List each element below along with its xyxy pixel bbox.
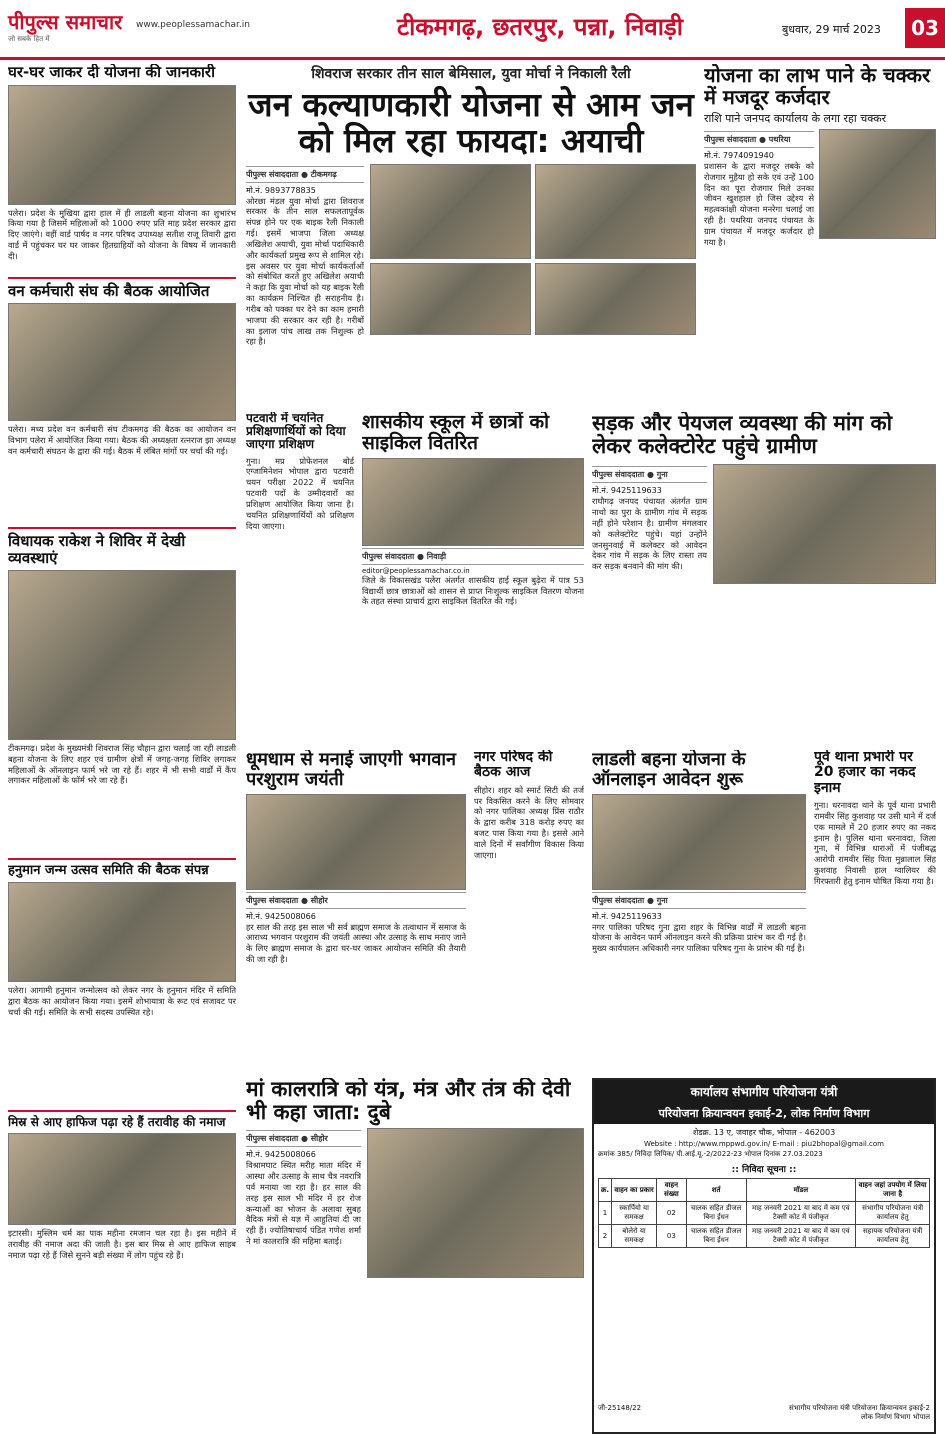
b1-story	[246, 750, 466, 1070]
rc2-body: गुना। धरनावदा थाने के पूर्व थाना प्रभारी रामवीर सिंह कुशवाह पर उसी थाने में दर्ज एक मामले में 20 हजार रुपए का नकद इनाम है। पुलिस थाना धरनावदा, जिला गुना, में विभिन्न धाराओं में पंजीबद्ध आरोपी रामवीर सिंह पिता मुन्नालाल सिंह कुशवाह निवासी हाल ग्वालियर की गिरफ्तारी हेतु इनाम घोषित किया गया है।	[814, 800, 936, 886]
lead-photo-4	[535, 263, 696, 335]
b4-photo	[367, 1128, 584, 1278]
m2-title: शासकीय स्कूल में छात्रों को साइकिल वितरित	[362, 412, 550, 454]
newspaper-logo: पीपुल्स समाचार जो सबके हित में	[8, 10, 123, 43]
rc2-story	[814, 750, 936, 1070]
rc1-photo	[819, 129, 936, 239]
m2-photo	[362, 458, 584, 546]
s3-photo	[8, 570, 236, 740]
col-header: क्र.	[599, 1179, 612, 1202]
s5-photo	[8, 1133, 236, 1225]
cell: 02	[657, 1202, 687, 1225]
s3-body: टीकमगढ़। प्रदेश के मुख्यमंत्री शिवराज सिंह चौहान द्वारा चलाई जा रही लाडली बहना योजना के लिए शहर एवं ग्रामीण क्षेत्रों में जगह-जगह शिविर लगाकर महिलाओं के ऑनलाइन फार्म भरे जा रहे हैं। शहर में भी सभी वार्डों में कैंप लगाकर महिलाओं के फॉर्म भरे जा रहे हैं।	[8, 743, 236, 786]
rc2-title: पूर्व थाना प्रभारी पर 20 हजार का नकद इनाम	[814, 750, 916, 796]
b4-story	[246, 1078, 584, 1434]
lead-body: ओरछा मंडल युवा मोर्चा द्वारा शिवराज सरकार के तीन साल सफलतापूर्वक संपन्न होने पर एक बाइक रैली निकाली गई। इसमें भाजपा जिला अध्यक्ष अखिलेश अयाची, युवा मोर्चा पदाधिकारी और कार्यकर्ता प्रमुख रूप से शामिल रहे। इस अवसर पर युवा मोर्चा कार्यकर्ताओं को संबोधित करते हुए अखिलेश अयाची ने कहा कि युवा मोर्चा को यह बाइक रैली का कार्यक्रम निश्चित ही सराहनीय है। गरीब को पक्का घर देने का काम हमारी भाजपा की सरकार कर रही है। गरीबों का इलाज पांच लाख तक निशुल्क हो रहा है।	[246, 195, 364, 347]
s1-photo	[8, 85, 236, 205]
ad-signature: संभागीय परियोजना यंत्री परियोजना क्रियान्वयन इकाई-2 लोक निर्माण विभाग भोपाल	[788, 1404, 930, 1421]
m3-photo	[713, 464, 936, 584]
ad-website[interactable]: Website : http://www.mppwd.gov.in/ E-mail : piu2bhopal@gmail.com	[643, 1140, 885, 1148]
lead-photo-3	[370, 263, 531, 335]
b3-body: नगर पालिका परिषद गुना द्वारा शहर के विभिन्न वार्डों में लाडली बहना योजना के आवेदन फार्म ऑनलाइन करने की प्रक्रिया प्रारंभ कर दी गई है। मुख्य कार्यपालन अधिकारी नगर पालिका परिषद गुना के प्रारंभ की गई है।	[592, 921, 806, 954]
m3-title: सड़क और पेयजल व्यवस्था की मांग को लेकर कलेक्टोरेट पहुंचे ग्रामीण	[592, 412, 893, 459]
col-header: वाहन का प्रकार	[612, 1179, 657, 1202]
lead-photo-1	[370, 164, 531, 259]
s2-body: पलेरा। मध्य प्रदेश वन कर्मचारी संघ टीकमगढ़ की बैठक का आयोजन वन विभाग पलेरा में आयोजित किया गया। बैठक की अध्यक्षता रत्नराज झा अध्यक्ष वन कर्मचारी संघठन के द्वारा की गई। बैठक में लंबित मांगों पर चर्चा की गई।	[8, 424, 236, 456]
col-header: वाहन संख्या	[657, 1179, 687, 1202]
m2-body: जिले के विकासखंड पलेरा अंतर्गत शासकीय हाई स्कूल बुढ़ेरा में पात्र 53 विद्यार्थी छात्र छात्राओं को शासन से प्राप्त निःशुल्क साइकिल वितरण योजना के तहत संस्था प्राचार्य द्वारा साइकिल वितरित की गई।	[362, 574, 584, 607]
b2-body: सीहोर। शहर को स्मार्ट सिटी की तर्ज पर विकसित करने के लिए सोमवार को नगर पालिका अध्यक्ष प्रिंस राठौर के द्वारा करीब 318 करोड़ रुपए का बजट पास किया गया है। इससे आने वाले दिनों में सर्वांगीण विकास किया जाएगा।	[474, 784, 584, 860]
rc1-body: प्रशासन के द्वारा मजदूर तबके को रोजगार मुहैया हो सके एवं उन्हें 100 दिन का पूरा रोजगार मिले उनका जीवन खुशहाल हो जिस उद्देश्य से महत्वकांक्षी योजना मनरेगा चलाई जा रही है। पथरिया जनपद पंचायत के ग्राम पंचायत में मजदूर कर्जदार हो गया है।	[704, 161, 814, 247]
b2-story	[474, 750, 584, 1070]
b1-mobile: मो.नं. 9425008066	[246, 911, 316, 921]
m3-mobile: मो.नं. 9425119633	[592, 486, 662, 496]
lead-story	[246, 64, 696, 404]
cell: सहायक परियोजना यंत्री कार्यालय हेतु	[856, 1225, 930, 1248]
b2-title: नगर परिषद की बैठक आज	[474, 750, 553, 781]
cell: बोलेरो या समकक्ष	[612, 1225, 657, 1248]
ad-title-1: कार्यालय संभागीय परियोजना यंत्री	[594, 1080, 934, 1103]
b4-title: मां कालरात्रि को यंत्र, मंत्र और तंत्र की देवी भी कहा जाता: दुबे	[246, 1078, 571, 1125]
s3-title: विधायक राकेश ने शिविर में देखी व्यवस्थाएं	[8, 532, 186, 567]
lead-photo-2	[535, 164, 696, 259]
m2-email[interactable]: editor@peoplessamachar.co.in	[362, 566, 470, 575]
m1-story	[246, 412, 354, 742]
s2-photo	[8, 303, 236, 421]
tender-table	[598, 1178, 930, 1248]
cell: चालक सहित डीजल बिना ईंधन	[686, 1225, 746, 1248]
cell: चालक सहित डीजल बिना ईंधन	[686, 1202, 746, 1225]
rc1-mobile: मो.नं. 7974091940	[704, 151, 774, 160]
cell: 2	[599, 1225, 612, 1248]
lead-title: जन कल्याणकारी योजना से आम जन को मिल रहा फायदा: अयाची	[248, 85, 694, 161]
website-url[interactable]: www.peoplessamachar.in	[136, 20, 250, 30]
b3-mobile: मो.नं. 9425119633	[592, 911, 662, 921]
s4-title: हनुमान जन्म उत्सव समिति की बैठक संपन्न	[8, 863, 209, 878]
m1-title: पटवारी में चयनित प्रशिक्षणार्थियों को दिया जाएगा प्रशिक्षण	[246, 412, 346, 452]
left-column	[8, 64, 236, 1434]
b3-title: लाडली बहना योजना के ऑनलाइन आवेदन शुरू	[592, 750, 746, 790]
m3-byline: पीपुल्स संवाददाता ● गुना	[592, 466, 707, 483]
cell: 1	[599, 1202, 612, 1225]
table-row	[599, 1202, 930, 1225]
s5-body: इटारसी। मुस्लिम धर्म का पाक महीना रमजान चल रहा है। इस महीने में तरावीह की नमाज अदा की जाती है। इस बार मिस्र से आए हाफिज साहब नमाज पढ़ा रहे हैं जिसे सुनने बड़ी संख्या में लोग पहुंच रहे हैं।	[8, 1228, 236, 1261]
col-header: शर्त	[686, 1179, 746, 1202]
ad-title-2: परियोजना क्रियान्वयन इकाई-2, लोक निर्माण विभाग	[594, 1103, 934, 1124]
table-row	[599, 1225, 930, 1248]
b4-byline: पीपुल्स संवाददाता ● सीहोर	[246, 1130, 361, 1147]
s1-body: पलेरा। प्रदेश के मुखिया द्वारा हाल में ही लाडली बहना योजना का शुभारंभ किया गया है जिसमें महिलाओं को 1000 रुपए प्रति माह प्रदेश सरकार द्वारा दिए जाएंगे। वहीं वार्ड पार्षद व नगर परिषद उपाध्यक्ष सतीश राजू तिवारी द्वारा वार्ड में पहुंचकर घर घर जाकर हितग्राहियों को योजना के विषय में जानकारी दी।	[8, 207, 236, 261]
m2-byline: पीपुल्स संवाददाता ● निवाड़ी	[362, 548, 584, 565]
cell: माह जनवरी 2021 या बाद में कम एवं टैक्सी कोट में पंजीकृत	[746, 1202, 856, 1225]
s5-title: मिस्र से आए हाफिज पढ़ा रहे हैं तरावीह की नमाज	[8, 1115, 226, 1130]
b1-photo	[246, 794, 466, 890]
page-number: 03	[905, 8, 945, 48]
lead-mobile: मो.नं. 9893778835	[246, 185, 316, 195]
b4-body: विश्रामघाट स्थित मरीह माता मंदिर में आस्था और उत्साह के साथ चैत्र नवरात्रि पर्व मनाया जा रहा है। हर साल की तरह इस साल भी मंदिर में हर रोज कन्याओं का भोजन के अलावा सुबह वैदिक मंत्रों से यज्ञ में आहुतियां दी जा रही हैं। ज्योतिषाचार्य पंडित गणेश शर्मा ने मां कालरात्रि की महिमा बताई।	[246, 1160, 361, 1246]
s4-body: पलेरा। आगामी हनुमान जन्मोत्सव को लेकर नगर के हनुमान मंदिर में समिति द्वारा बैठक का आयोजन किया गया। इसमें शोभायात्रा के रूट एवं सजावट पर चर्चा की गई। समिति के सभी सदस्य उपस्थित रहे।	[8, 985, 236, 1017]
lead-byline: पीपुल्स संवाददाता ● टीकमगढ़	[246, 166, 364, 183]
b3-story	[592, 750, 806, 1070]
s2-title: वन कर्मचारी संघ की बैठक आयोजित	[8, 281, 210, 300]
m2-story	[362, 412, 584, 742]
b1-body: हर साल की तरह इस साल भी सर्व ब्राह्मण समाज के तत्वाधान में समाज के आराध्य भगवान परशुराम की जयंती आस्था और उत्साह के साथ मनाए जाने के लिए ब्राह्मण समाज के द्वारा घर-घर जाकर आयोजन समिति की तैयारी की जा रही है।	[246, 921, 466, 965]
ad-footer-code: जी-25148/22	[598, 1404, 642, 1412]
m1-body: गुना। मप्र प्रोफेशनल बोर्ड एग्जामिनेशन भोपाल द्वारा पटवारी चयन परीक्षा 2022 में चयनित पटवारी पदों के उम्मीदवारों का प्रशिक्षण आयोजित किया जाना है। चयनित प्रशिक्षणार्थियों को प्रशिक्षण दिया जाएगा।	[246, 455, 354, 531]
rc1-title: योजना का लाभ पाने के चक्कर में मजदूर कर्जदार	[704, 64, 931, 109]
ad-notice: :: निविदा सूचना ::	[731, 1165, 797, 1175]
col-header: मॉडल	[746, 1179, 856, 1202]
b3-byline: पीपुल्स संवाददाता ● गुना	[592, 892, 806, 909]
cell: माह जनवरी 2021 या बाद में कम एवं टैक्सी कोट में पंजीकृत	[746, 1225, 856, 1248]
region-title: टीकमगढ़, छतरपुर, पन्ना, निवाड़ी	[397, 13, 683, 41]
cell: स्कार्पियो या समकक्ष	[612, 1202, 657, 1225]
ad-address: शेडक्र. 13 ए, जवाहर चौक, भोपाल - 462003	[692, 1128, 836, 1137]
issue-date: बुधवार, 29 मार्च 2023	[782, 23, 881, 36]
cell: 03	[657, 1225, 687, 1248]
s1-title: घर-घर जाकर दी योजना की जानकारी	[8, 64, 215, 81]
right-story-1	[704, 64, 936, 404]
ad-ref: क्रमांक 385/ निविदा लिपिक/ पी.आई.यू.-2/2022-23 भोपाल दिनांक 27.03.2023	[598, 1150, 823, 1158]
tender-ad	[592, 1078, 936, 1434]
rc1-kicker: राशि पाने जनपद कार्यालय के लगा रहा चक्कर	[704, 112, 887, 125]
b4-mobile: मो.नं. 9425008066	[246, 1150, 316, 1160]
rc1-byline: पीपुल्स संवाददाता ● पथरिया	[704, 131, 814, 148]
lead-kicker: शिवराज सरकार तीन साल बेमिसाल, युवा मोर्चा ने निकाली रैली	[311, 66, 631, 82]
m3-body: राघौगढ़ जनपद पंचायत अंतर्गत ग्राम नाथो का पुरा के ग्रामीण गांव में सड़क नहीं होने परेशान है। ग्रामीण मंगलवार को कलेक्टोरेट पहुंचे। यहां उन्होंने जनसुनवाई में कलेक्टर को आवेदन देकर गांव में सड़क के लिए रास्ता तय कर सड़क बनवाने की मांग की।	[592, 496, 707, 572]
col-header: वाहन जहां उपयोग में लिया जाना है	[856, 1179, 930, 1202]
s4-photo	[8, 882, 236, 982]
b1-byline: पीपुल्स संवाददाता ● सीहोर	[246, 892, 466, 909]
b1-title: धूमधाम से मनाई जाएगी भगवान परशुराम जयंती	[246, 750, 457, 790]
cell: संभागीय परियोजना यंत्री कार्यालय हेतु	[856, 1202, 930, 1225]
masthead	[0, 0, 945, 60]
m3-story	[592, 412, 936, 742]
b3-photo	[592, 794, 806, 890]
